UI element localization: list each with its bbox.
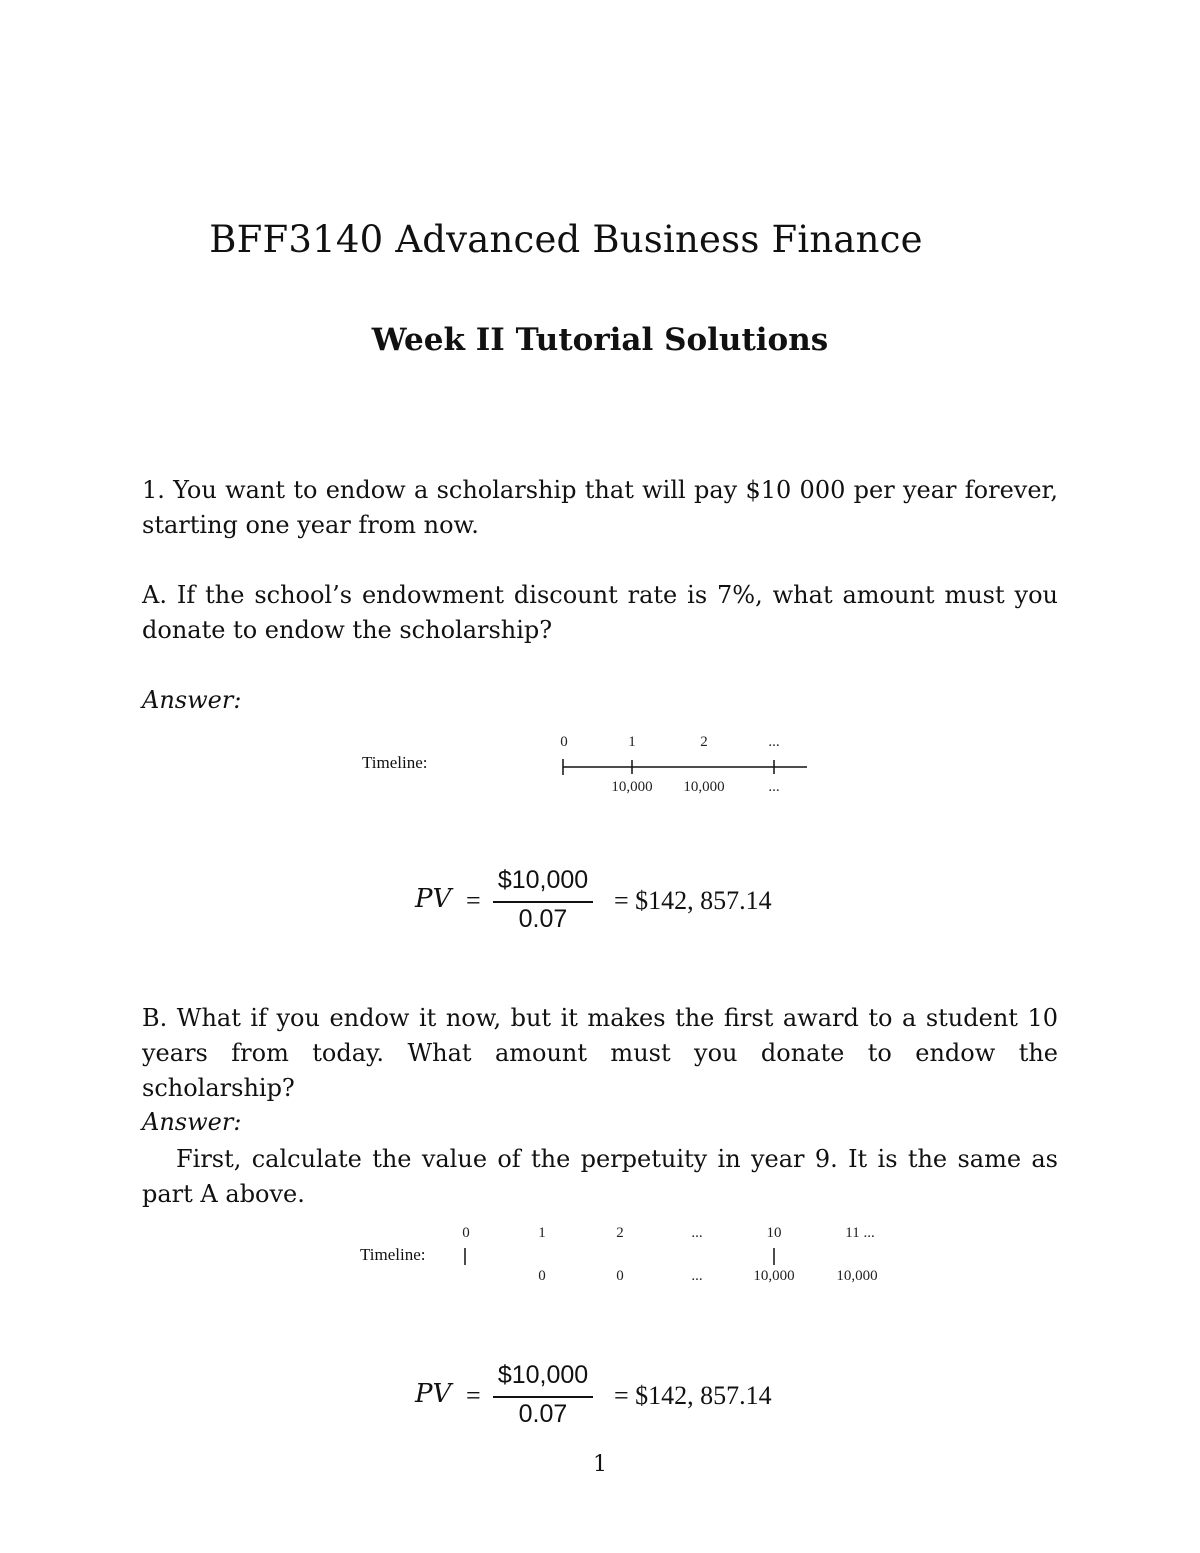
timeline-b-period: 0 [462,1225,470,1241]
timeline-b-period: 10 [766,1225,782,1241]
equation-b-denominator: 0.07 [518,1400,568,1428]
equation-a-numerator: $10,000 [497,866,589,894]
equation-a-fraction-bar [493,901,593,903]
equation-b-numerator: $10,000 [497,1361,589,1389]
equation-a-lhs: PV [415,884,452,914]
part-b-explanation: First, calculate the value of the perpetuity in year 9. It is the same as part A above. [142,1145,1058,1208]
timeline-a-cashflow: 10,000 [611,779,653,795]
equation-b-lhs: PV [415,1379,452,1409]
document-title: BFF3140 Advanced Business Finance [209,218,923,261]
timeline-a-period: 0 [560,734,568,750]
equation-b-fraction-bar [493,1396,593,1398]
part-b-text: B. What if you endow it now, but it makes the first award to a student 10 years from today. What amount must you donate to endow the scholarship? [142,1004,1058,1102]
timeline-b-cashflow: 0 [616,1268,624,1284]
timeline-b-period: 2 [616,1225,624,1241]
timeline-b-label: Timeline: [360,1245,426,1264]
timeline-b-cashflow: 0 [538,1268,546,1284]
timeline-b-period: ... [691,1225,703,1241]
part-a-text: A. If the school’s endowment discount rate is 7%, what amount must you donate to endow the scholarship? [142,581,1058,644]
equation-a-equals: = [466,886,481,915]
timeline-a-cashflow: 10,000 [683,779,725,795]
page-number: 1 [593,1452,607,1477]
timeline-a-cashflow: ... [768,779,780,795]
timeline-a-period: ... [768,734,780,750]
timeline-b-period: 11 ... [845,1225,875,1241]
timeline-a-axis [555,755,815,779]
equation-b-equals: = [466,1381,481,1410]
equation-b-result: = $142, 857.14 [614,1381,772,1410]
timeline-b-cashflow: 10,000 [836,1268,878,1284]
equation-a-result: = $142, 857.14 [614,886,772,915]
part-a-answer-label: Answer: [142,686,242,714]
timeline-a-period: 2 [700,734,708,750]
timeline-b-cashflow: 10,000 [753,1268,795,1284]
part-b-answer-label: Answer: [142,1108,242,1136]
question-1-text: 1. You want to endow a scholarship that will pay $10 000 per year forever, starting one year from now. [142,476,1058,539]
document-subtitle: Week II Tutorial Solutions [371,322,829,358]
timeline-b-axis [455,1244,785,1268]
equation-a-denominator: 0.07 [518,905,568,933]
timeline-a-period: 1 [628,734,636,750]
timeline-b-period: 1 [538,1225,546,1241]
timeline-a-label: Timeline: [362,753,428,772]
timeline-b-cashflow: ... [691,1268,703,1284]
